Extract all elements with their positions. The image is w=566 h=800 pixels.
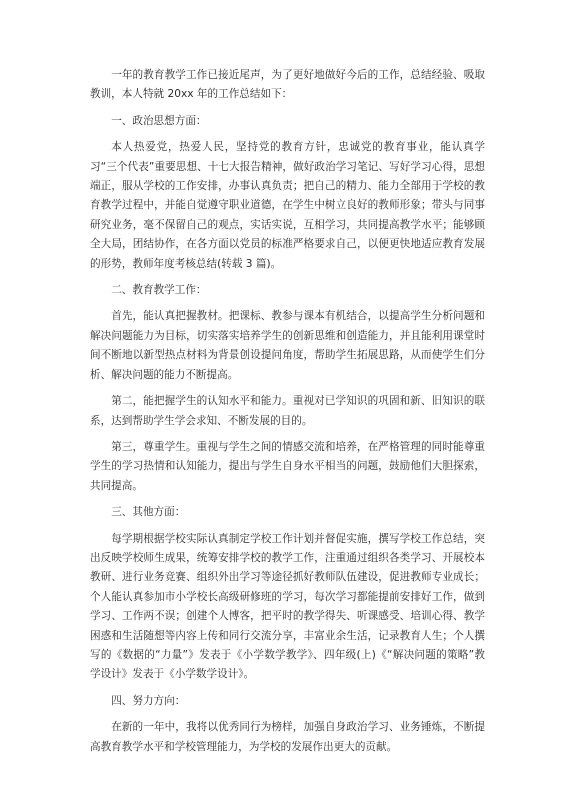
teaching-paragraph-2: 第二，能把握学生的认知水平和能力。重视对已学知识的巩固和新、旧知识的联系，达到帮助学生学会求知、不断发展的目的。: [90, 395, 485, 427]
other-paragraph: 每学期根据学校实际认真制定学校工作计划并督促实施，撰写学校工作总结，突出反映学校师生成果，统筹安排学校的教学工作，注重通过组织各类学习、开展校本教研、进行业务竞赛、组织外出学习等途径抓好教师队伍建设，促进教师专业成长；个人能认真参加市小学校长高级研修班的学习，每次学习都能提前安排好工作，做到学习、工作两不误；创建个人博客，把平时的教学得失、听课感受、培训心得、教学困惑和生活随想等内容上传和同行交流分享，丰富业余生活，记录教育人生；个人撰写的《数据的“力量”》发表于《小学数学教学》、四年级(上)《“解决问题的策略”教学设计》发表于《小学数学设计》。: [90, 532, 485, 681]
section-heading-teaching: 二、教育教学工作：: [111, 284, 207, 297]
teaching-paragraph-1: 首先，能认真把握教材。把课标、教参与课本有机结合，以提高学生分析问题和解决问题能力为目标，切实落实培养学生的创新思维和创造能力，并且能利用课堂时间不断地以新型热点材料为背景创设提问角度，帮助学生拓展思路，从而使学生们分析、解决问题的能力不断提高。: [90, 310, 485, 381]
teaching-paragraph-3: 第三，尊重学生。重视与学生之间的情感交流和培养，在严格管理的同时能尊重学生的学习热情和认知能力，提出与学生自身水平相当的问题，鼓励他们大胆探索，共同提高。: [90, 440, 485, 492]
intro-paragraph: 一年的教育教学工作已接近尾声，为了更好地做好今后的工作，总结经验、吸取教训，本人特就 20xx 年的工作总结如下：: [90, 69, 485, 101]
politics-paragraph: 本人热爱党，热爱人民，坚持党的教育方针，忠诚党的教育事业，能认真学习“三个代表”重要思想、十七大报告精神，做好政治学习笔记、写好学习心得，思想端正，服从学校的工作安排，办事认真负责；把自己的精力、能力全部用于学校的教育教学过程中，并能自觉遵守职业道德，在学生中树立良好的教师形象；带头与同事研究业务，毫不保留自己的观点，实话实说，互相学习，共同提高教学水平；能够顾全大局，团结协作，在各方面以党员的标准严格要求自己，以便更快地适应教育发展的形势，教师年度考核总结(转载 3 篇)。: [90, 141, 485, 270]
section-heading-other: 三、其他方面：: [111, 506, 186, 519]
direction-paragraph: 在新的一年中，我将以优秀同行为榜样，加强自身政治学习、业务锤炼，不断提高教育教学水平和学校管理能力，为学校的发展作出更大的贡献。: [90, 721, 485, 753]
section-heading-direction: 四、努力方向：: [111, 694, 186, 707]
document-page: [90, 66, 485, 764]
section-heading-politics: 一、政治思想方面：: [111, 114, 207, 127]
